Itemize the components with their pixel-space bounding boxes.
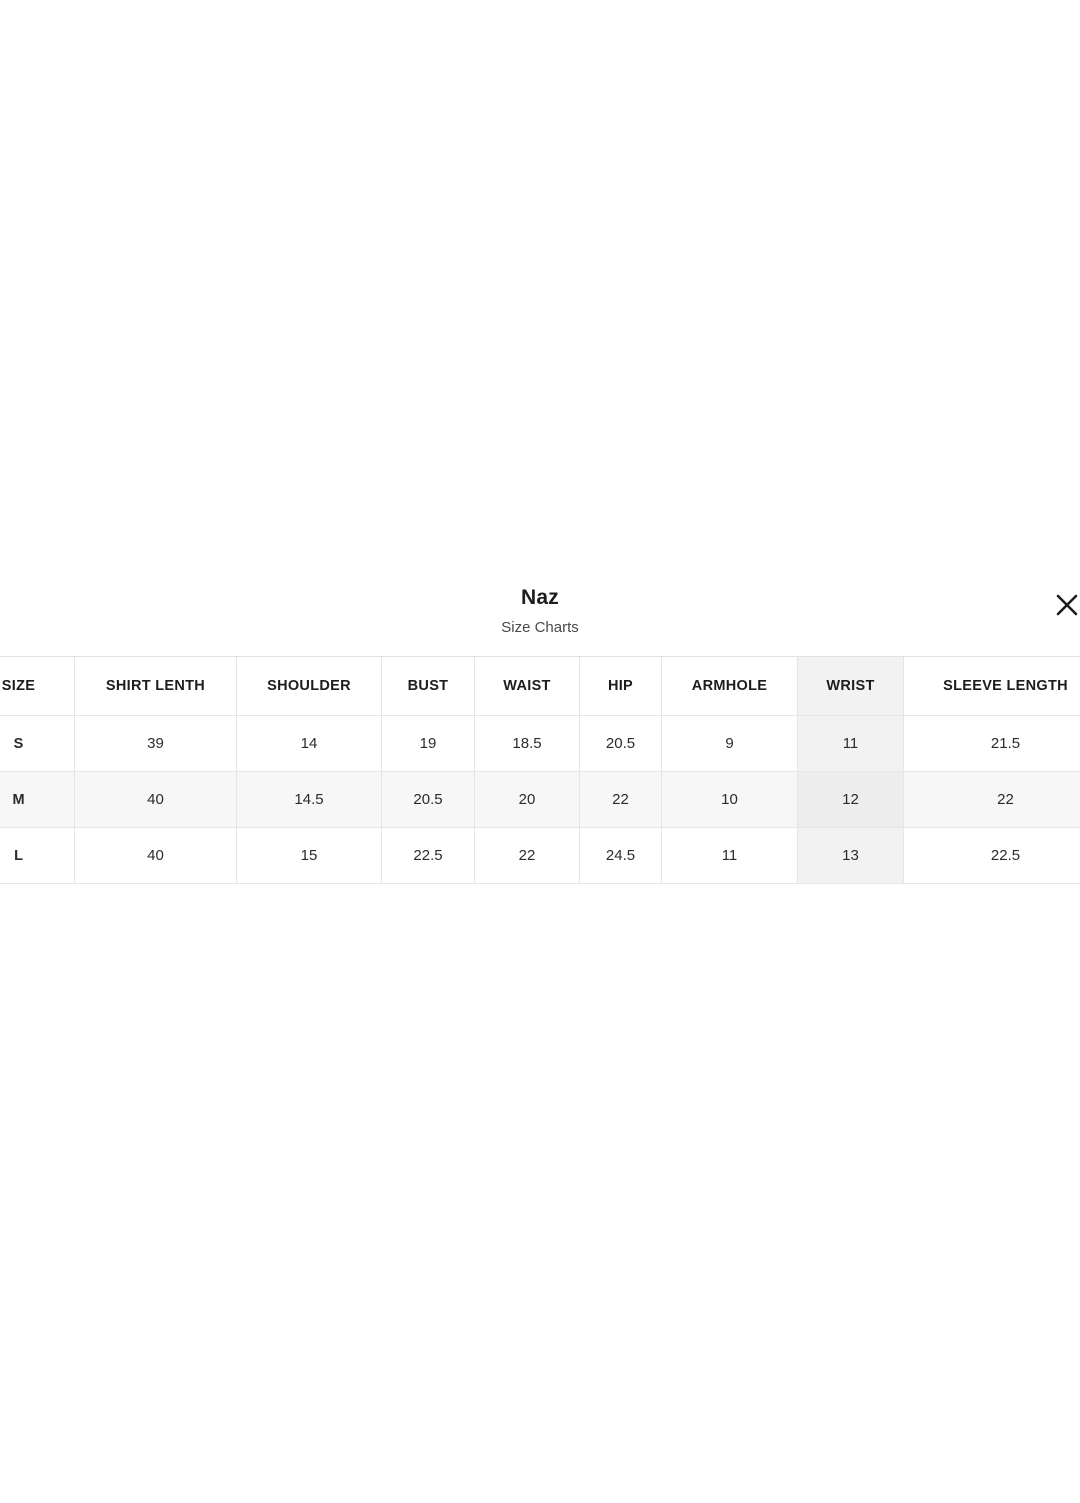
table-row (0, 716, 1080, 772)
cell-size: M (0, 772, 75, 828)
cell-wrist: 13 (798, 828, 904, 884)
cell-hip: 22 (580, 772, 662, 828)
cell-shoulder: 14 (237, 716, 382, 772)
cell-waist: 22 (475, 828, 580, 884)
column-header-bust: BUST (382, 657, 475, 716)
cell-armhole: 9 (662, 716, 798, 772)
cell-wrist: 11 (798, 716, 904, 772)
column-header-shoulder: SHOULDER (237, 657, 382, 716)
cell-shoulder: 14.5 (237, 772, 382, 828)
column-header-wrist: WRIST (798, 657, 904, 716)
close-icon[interactable] (1050, 588, 1080, 622)
table-row (0, 772, 1080, 828)
cell-armhole: 11 (662, 828, 798, 884)
column-header-shirt-lenth: SHIRT LENTH (75, 657, 237, 716)
modal-subtitle: Size Charts (501, 619, 579, 636)
cell-bust: 19 (382, 716, 475, 772)
column-header-size: SIZE (0, 657, 75, 716)
cell-armhole: 10 (662, 772, 798, 828)
cell-bust: 20.5 (382, 772, 475, 828)
column-header-waist: WAIST (475, 657, 580, 716)
cell-sleeve-length: 22.5 (904, 828, 1080, 884)
cell-hip: 24.5 (580, 828, 662, 884)
cell-hip: 20.5 (580, 716, 662, 772)
cell-shirt-lenth: 39 (75, 716, 237, 772)
cell-shirt-lenth: 40 (75, 828, 237, 884)
column-header-hip: HIP (580, 657, 662, 716)
cell-shoulder: 15 (237, 828, 382, 884)
size-chart-modal (0, 570, 1080, 884)
column-header-sleeve-length: SLEEVE LENGTH (904, 657, 1080, 716)
table-header-row (0, 657, 1080, 716)
cell-waist: 20 (475, 772, 580, 828)
cell-size: L (0, 828, 75, 884)
cell-bust: 22.5 (382, 828, 475, 884)
size-chart-table (0, 657, 1080, 884)
modal-header (0, 570, 1080, 656)
cell-wrist: 12 (798, 772, 904, 828)
column-header-armhole: ARMHOLE (662, 657, 798, 716)
page-title: Naz (521, 586, 559, 609)
cell-sleeve-length: 21.5 (904, 716, 1080, 772)
table-row (0, 828, 1080, 884)
cell-shirt-lenth: 40 (75, 772, 237, 828)
cell-waist: 18.5 (475, 716, 580, 772)
cell-size: S (0, 716, 75, 772)
cell-sleeve-length: 22 (904, 772, 1080, 828)
